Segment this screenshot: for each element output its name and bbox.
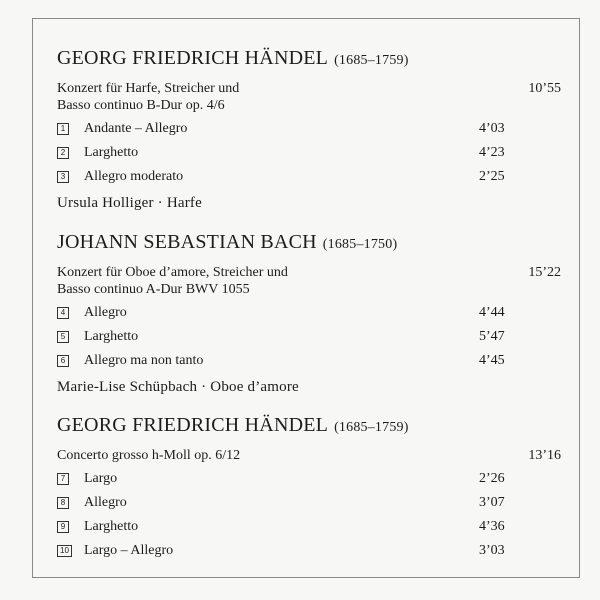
work-title-line2: Basso continuo B-Dur op. 4/6: [57, 98, 225, 113]
track-duration: 5’47: [479, 329, 505, 344]
composer-heading: [57, 413, 567, 440]
track-duration: 4’45: [479, 353, 505, 368]
composer-heading: [57, 46, 567, 73]
composer-dates: (1685–1759): [334, 420, 409, 435]
work-title: [57, 80, 567, 114]
composer-name: JOHANN SEBASTIAN BACH: [57, 231, 317, 253]
track-row: [57, 539, 567, 563]
work-total-duration: 13’16: [528, 448, 561, 463]
section-bach-oboe: [57, 230, 567, 398]
work-title: [57, 264, 567, 298]
composer-name: GEORG FRIEDRICH HÄNDEL: [57, 47, 329, 69]
performer-credit: Marie-Lise Schüpbach · Oboe d’amore: [57, 379, 299, 395]
track-number: 8: [57, 497, 69, 509]
track-title: Allegro ma non tanto: [84, 353, 204, 368]
track-row: [57, 141, 567, 165]
track-title: Allegro: [84, 305, 127, 320]
track-duration: 4’44: [479, 305, 505, 320]
track-number: 7: [57, 473, 69, 485]
composer-name: GEORG FRIEDRICH HÄNDEL: [57, 414, 329, 436]
track-title: Largo: [84, 471, 118, 486]
track-title: Allegro moderato: [84, 169, 184, 184]
track-number: 6: [57, 355, 69, 367]
track-duration: 4’03: [479, 121, 505, 136]
performer-credit: Ursula Holliger · Harfe: [57, 195, 202, 211]
track-duration: 2’26: [479, 471, 505, 486]
track-duration: 3’03: [479, 543, 505, 558]
track-number: 3: [57, 171, 69, 183]
track-number: 4: [57, 307, 69, 319]
track-row: [57, 165, 567, 189]
work-title-line1: Concerto grosso h-Moll op. 6/12: [57, 448, 241, 463]
track-title: Andante – Allegro: [84, 121, 188, 136]
composer-dates: (1685–1759): [334, 53, 409, 68]
track-row: [57, 117, 567, 141]
work-title-line2: Basso continuo A-Dur BWV 1055: [57, 282, 250, 297]
track-row: [57, 349, 567, 373]
work-title: [57, 447, 567, 464]
work-total-duration: 15’22: [528, 265, 561, 280]
track-title: Largo – Allegro: [84, 543, 174, 558]
track-duration: 2’25: [479, 169, 505, 184]
work-title-line1: Konzert für Oboe d’amore, Streicher und: [57, 265, 288, 280]
section-handel-harp: [57, 46, 567, 214]
composer-dates: (1685–1750): [322, 237, 398, 252]
composer-heading: [57, 230, 567, 257]
track-number: 9: [57, 521, 69, 533]
track-row: [57, 467, 567, 491]
track-duration: 4’23: [479, 145, 505, 160]
track-title: Larghetto: [84, 145, 139, 160]
work-title-line1: Konzert für Harfe, Streicher und: [57, 81, 240, 96]
track-title: Larghetto: [84, 329, 139, 344]
track-number: 2: [57, 147, 69, 159]
track-title: Allegro: [84, 495, 127, 510]
track-row: [57, 515, 567, 539]
track-number: 10: [57, 545, 72, 557]
section-handel-concerto-grosso: [57, 413, 567, 563]
track-row: [57, 491, 567, 515]
track-duration: 3’07: [479, 495, 505, 510]
track-row: [57, 301, 567, 325]
track-number: 5: [57, 331, 69, 343]
track-row: [57, 325, 567, 349]
track-duration: 4’36: [479, 519, 505, 534]
work-total-duration: 10’55: [528, 81, 561, 96]
track-number: 1: [57, 123, 69, 135]
track-title: Larghetto: [84, 519, 139, 534]
